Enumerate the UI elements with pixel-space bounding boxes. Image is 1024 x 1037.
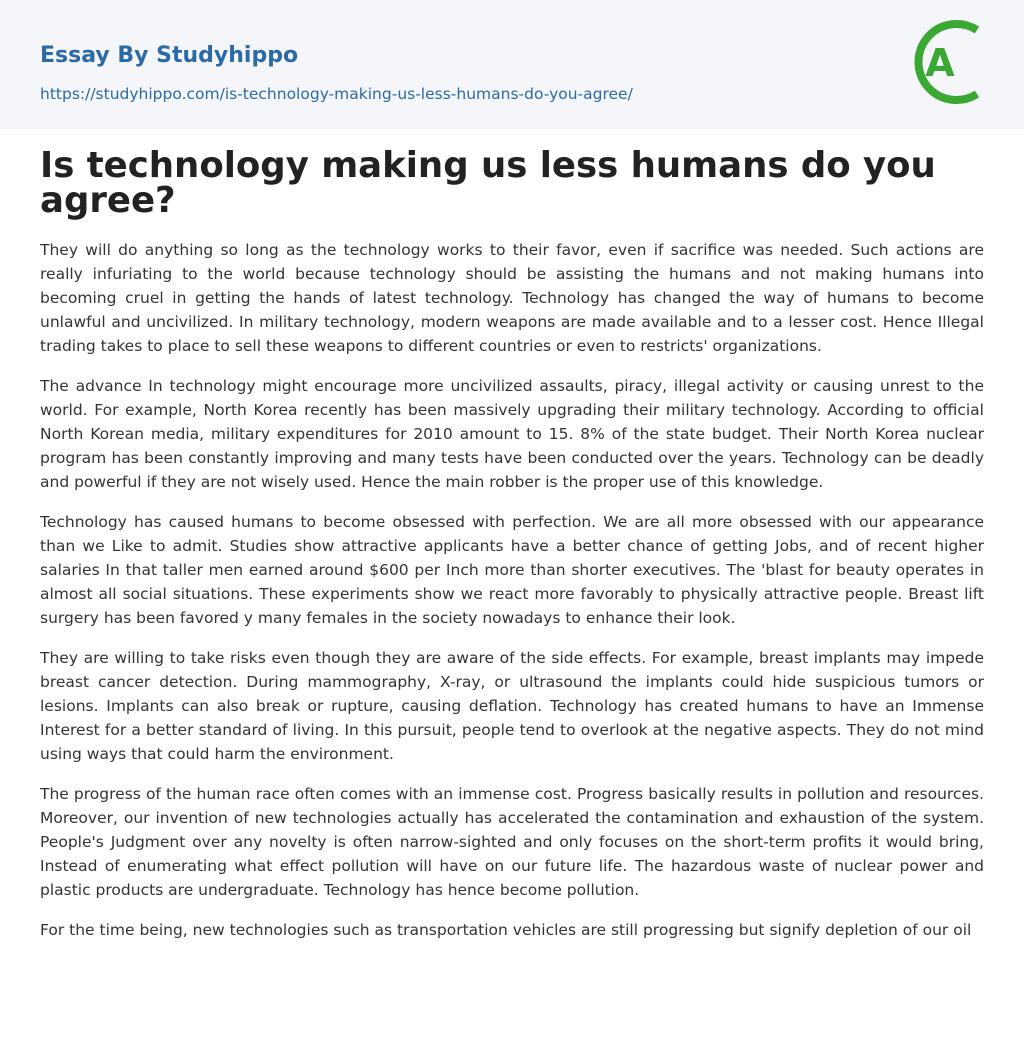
site-header [0,0,1024,129]
essay-paragraph-2: The advance In technology might encourage more uncivilized assaults, piracy, illegal activity or causing unrest to the world. For example, North Korea recently has been massively upgrading their military technology. According to official North Korean media, military expenditures for 2010 amount to 15. 8% of the state budget. Their North Korea nuclear program has been constantly improving and many tests have been conducted over the years. Technology can be deadly and powerful if they are not wisely used. Hence the main robber is the proper use of this knowledge. [40,377,984,491]
logo-letter: A [925,41,955,85]
essay-paragraph-3: Technology has caused humans to become obsessed with perfection. We are all more obsessed with our appearance than we Like to admit. Studies show attractive applicants have a better chance of getting Jobs, and of recent higher salaries In that taller men earned around $600 per Inch more than shorter executives. The 'blast for beauty operates in almost all social situations. These experiments show we react more favorably to physically attractive people. Breast lift surgery has been favored y many females in the society nowadays to enhance their look. [40,513,984,627]
essay-paragraph-1: They will do anything so long as the technology works to their favor, even if sacrifice was needed. Such actions are really infuriating to the world because technology should be assisting the humans and not making humans into becoming cruel in getting the hands of latest technology. Technology has changed the way of humans to become unlawful and uncivilized. In military technology, modern weapons are made available and to a lesser cost. Hence Illegal trading takes to place to sell these weapons to different countries or even to restricts' organizations. [40,241,984,355]
essay-paragraph-4: They are willing to take risks even though they are aware of the side effects. For example, breast implants may impede breast cancer detection. During mammography, X-ray, or ultrasound the implants could hide suspicious tumors or lesions. Implants can also break or rupture, causing deflation. Technology has created humans to have an Immense Interest for a better standard of living. In this pursuit, people tend to overlook at the negative aspects. They do not mind using ways that could harm the environment. [40,649,984,763]
site-brand[interactable]: Essay By Studyhippo [40,43,299,68]
essay-paragraph-5: The progress of the human race often comes with an immense cost. Progress basically results in pollution and resources. Moreover, our invention of new technologies actually has accelerated the contamination and exhaustion of the system. People's Judgment over any novelty is often narrow-sighted and only focuses on the short-term profits it would bring, Instead of enumerating what effect pollution will have on our future life. The hazardous waste of nuclear power and plastic products are undergraduate. Technology has hence become pollution. [40,785,984,899]
essay-url-link[interactable]: https://studyhippo.com/is-technology-making-us-less-humans-do-you-agree/ [40,85,633,103]
studyhippo-logo-icon[interactable] [906,16,990,108]
page-title: Is technology making us less humans do you agree? [40,145,936,221]
essay-content [40,145,984,958]
essay-paragraph-6: For the time being, new technologies such as transportation vehicles are still progressing but signify depletion of our oil [40,921,972,939]
